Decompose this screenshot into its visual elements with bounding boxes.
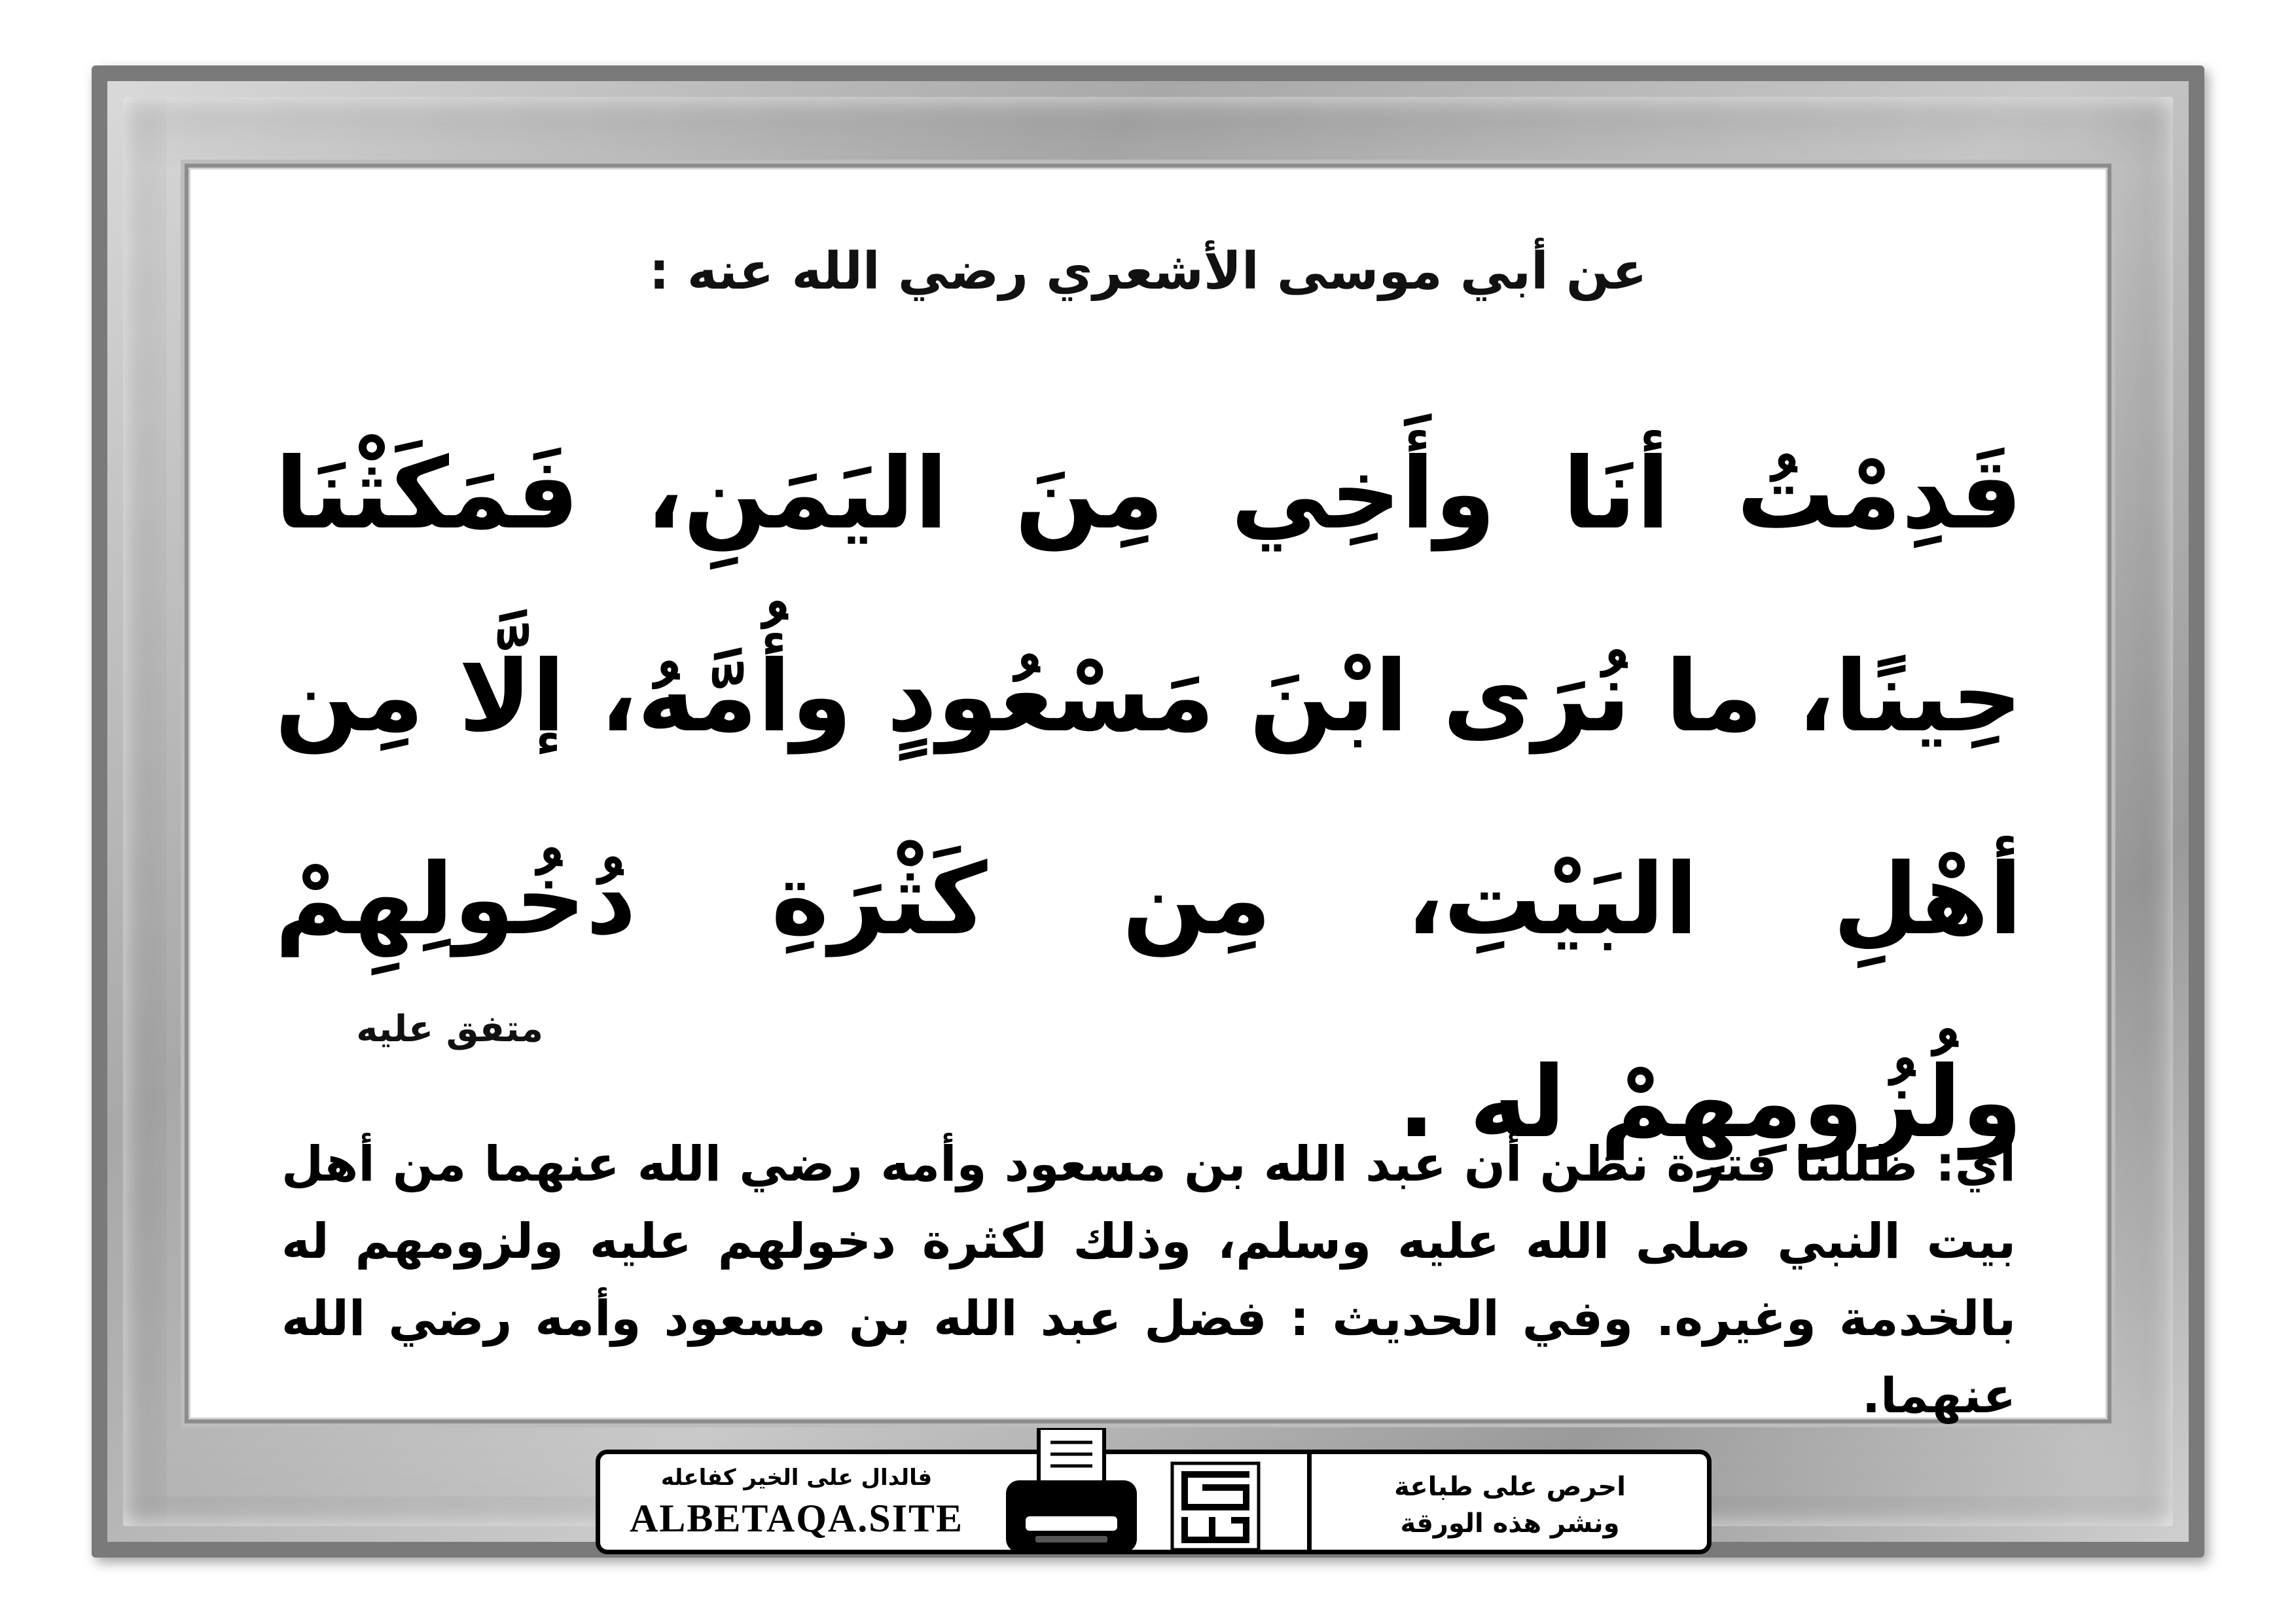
explanation-text: أي: ظللنا فترة نظن أن عبد الله بن مسعود وأمه رضي الله عنهما من أهل بيت النبي صلى الله عليه وسلم، وذلك لكثرة دخولهم عليه ولزومهم له بالخدمة وغيره. وفي الحديث : فضل عبد الله بن مسعود وأمه رضي الله عنهما.	[281, 1136, 2016, 1424]
printer-icon	[999, 1428, 1143, 1559]
footer-note	[1314, 1454, 1706, 1550]
narrator-line: عن أبي موسى الأشعري رضي الله عنه :	[649, 242, 1647, 301]
footer-note-line1: احرص على طباعة	[1394, 1472, 1626, 1502]
hadith-text: قَدِمْتُ أنَا وأَخِي مِنَ اليَمَنِ، فَمَكَثْنَا حِينًا، ما نُرَى ابْنَ مَسْعُودٍ وأُمَّهُ، إلَّا مِن أهْلِ البَيْتِ، مِن كَثْرَةِ دُخُولِهِمْ ولُزُومِهِمْ له .	[275, 437, 2022, 1160]
footer-tagline: فالدال على الخير كفاعله	[660, 1465, 933, 1491]
footer-banner	[596, 1450, 1712, 1554]
footer-site-link[interactable]: ALBETAQA.SITE	[629, 1497, 964, 1540]
calligraphy-logo-icon	[1170, 1461, 1261, 1552]
footer-note-line2: ونشر هذه الورقة	[1400, 1508, 1620, 1539]
hadith-source: متفق عليه	[356, 1008, 543, 1050]
footer-divider	[1307, 1454, 1312, 1550]
footer-site-block	[600, 1454, 993, 1550]
